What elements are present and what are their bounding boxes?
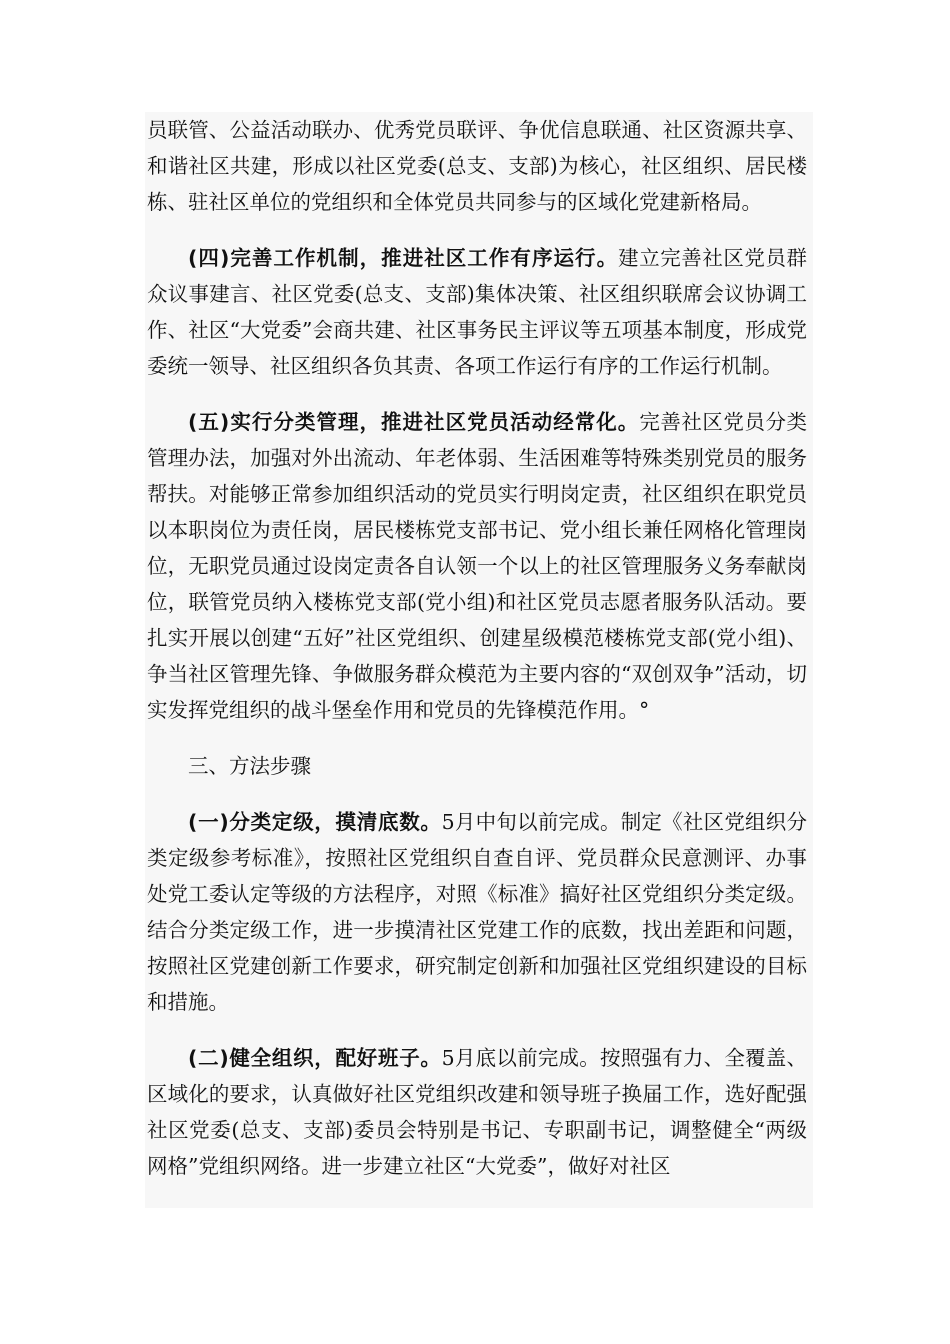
paragraph-text: 5月底以前完成。按照强有力、全覆盖、区域化的要求，认真做好社区党组织改建和领导班子换届工作，选好配强社区党委(总支、支部)委员会特别是书记、专职副书记，调整健全“两级网格”党组织网络。进一步建立社区“大党委”，做好对社区 [147,1046,807,1178]
section-lead-heading: (五)实行分类管理，推进社区党员活动经常化。 [188,410,640,434]
document-page [145,112,813,1208]
paragraph-section-4 [147,240,807,384]
paragraph-step-2 [147,1040,807,1184]
document-body [145,112,813,1184]
paragraph-text: 5月中旬以前完成。制定《社区党组织分类定级参考标准》，按照社区党组织自查自评、党员群众民意测评、办事处党工委认定等级的方法程序，对照《标准》搞好社区党组织分类定级。结合分类定级工作，进一步摸清社区党建工作的底数，找出差距和问题，按照社区党建创新工作要求，研究制定创新和加强社区党组织建设的目标和措施。 [147,810,807,1014]
section-lead-heading: (四)完善工作机制，推进社区工作有序运行。 [188,246,619,270]
paragraph-step-1 [147,804,807,1020]
paragraph-continuation [147,112,807,220]
paragraph-text: 员联管、公益活动联办、优秀党员联评、争优信息联通、社区资源共享、和谐社区共建，形成以社区党委(总支、支部)为核心，社区组织、居民楼栋、驻社区单位的党组织和全体党员共同参与的区域化党建新格局。 [147,118,807,214]
paragraph-section-5 [147,404,807,728]
chapter-heading-text: 三、方法步骤 [188,754,311,778]
paragraph-text: 完善社区党员分类管理办法，加强对外出流动、年老体弱、生活困难等特殊类别党员的服务帮扶。对能够正常参加组织活动的党员实行明岗定责，社区组织在职党员以本职岗位为责任岗，居民楼栋党支部书记、党小组长兼任网格化管理岗位，无职党员通过设岗定责各自认领一个以上的社区管理服务义务奉献岗位，联管党员纳入楼栋党支部(党小组)和社区党员志愿者服务队活动。要扎实开展以创建“五好”社区党组织、创建星级模范楼栋党支部(党小组)、争当社区管理先锋、争做服务群众模范为主要内容的“双创双争”活动，切实发挥党组织的战斗堡垒作用和党员的先锋模范作用。° [147,410,807,722]
section-lead-heading: (二)健全组织，配好班子。 [188,1046,442,1070]
section-lead-heading: (一)分类定级，摸清底数。 [188,810,442,834]
paragraph-text: 建立完善社区党员群众议事建言、社区党委(总支、支部)集体决策、社区组织联席会议协调工作、社区“大党委”会商共建、社区事务民主评议等五项基本制度，形成党委统一领导、社区组织各负其责、各项工作运行有序的工作运行机制。 [147,246,808,378]
chapter-heading [147,748,807,784]
